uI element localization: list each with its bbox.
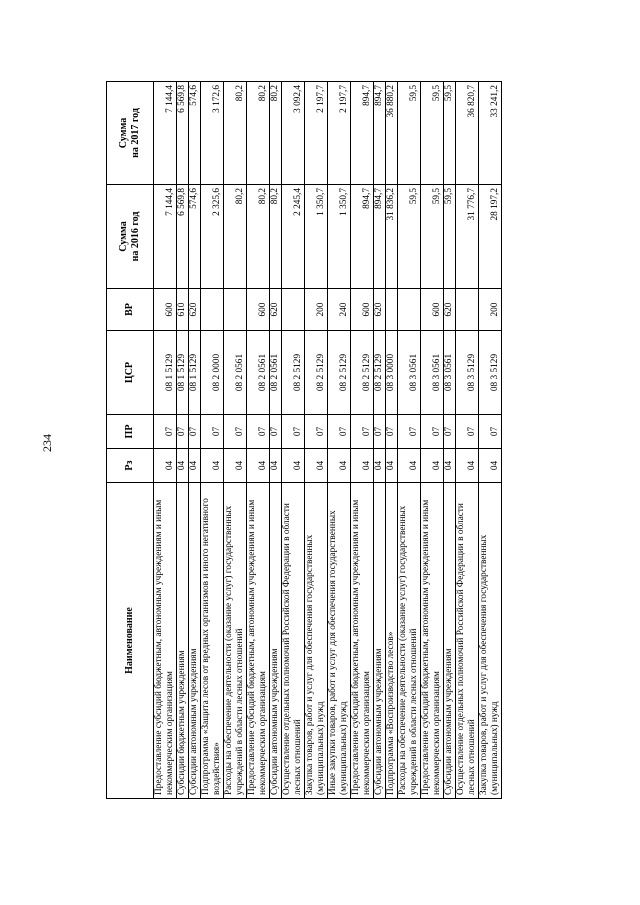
row-pr: 07: [201, 415, 224, 449]
row-name: Субсидии бюджетным учреждениям: [177, 483, 189, 799]
row-pr: 07: [305, 415, 328, 449]
row-rz: 04: [154, 449, 177, 483]
row-vr: 600: [247, 289, 270, 331]
row-vr: [224, 289, 247, 331]
row-pr: 07: [386, 415, 398, 449]
row-name: Предоставление субсидий бюджетным, автономным учреждениям и иным некоммерческим организациям: [421, 483, 444, 799]
row-sum-2016: 59,5: [421, 185, 444, 289]
row-rz: 04: [189, 449, 201, 483]
row-sum-2017: 59,5: [444, 82, 456, 185]
row-sum-2016: 59,5: [444, 185, 456, 289]
row-sum-2017: 3 172,6: [201, 82, 224, 185]
row-name: Расходы на обеспечение деятельности (оказание услуг) государственных учреждений в области лесных отношений: [398, 483, 421, 799]
row-sum-2016: 31 776,7: [456, 185, 479, 289]
row-pr: 07: [374, 415, 386, 449]
header-pr: ПР: [107, 415, 154, 449]
row-csr: 08 2 0561: [270, 331, 282, 415]
row-vr: [386, 289, 398, 331]
header-rz: Рз: [107, 449, 154, 483]
row-sum-2017: 574,6: [189, 82, 201, 185]
row-sum-2017: 2 197,7: [328, 82, 351, 185]
row-pr: 07: [154, 415, 177, 449]
row-csr: 08 3 0561: [444, 331, 456, 415]
header-sum-2017-line2: на 2017 год: [130, 108, 141, 158]
row-name: Осуществление отдельных полномочий Российской Федерации в области лесных отношений: [456, 483, 479, 799]
row-csr: 08 3 5129: [479, 331, 502, 415]
row-name: Предоставление субсидий бюджетным, автономным учреждениям и иным некоммерческим организациям: [154, 483, 177, 799]
row-vr: [398, 289, 421, 331]
row-rz: 04: [201, 449, 224, 483]
table-row: [201, 82, 224, 799]
row-name: Расходы на обеспечение деятельности (оказание услуг) государственных учреждений в области лесных отношений: [224, 483, 247, 799]
table-row: [247, 82, 270, 799]
row-rz: 04: [444, 449, 456, 483]
row-sum-2017: 80,2: [247, 82, 270, 185]
row-pr: 07: [177, 415, 189, 449]
row-vr: [201, 289, 224, 331]
row-vr: 600: [154, 289, 177, 331]
row-rz: 04: [351, 449, 374, 483]
row-pr: 07: [444, 415, 456, 449]
table-row: [189, 82, 201, 799]
row-csr: 08 1 5129: [154, 331, 177, 415]
row-vr: [282, 289, 305, 331]
table-row: [328, 82, 351, 799]
header-vr: ВР: [107, 289, 154, 331]
row-sum-2016: 28 197,2: [479, 185, 502, 289]
table-row: [282, 82, 305, 799]
row-sum-2017: 894,7: [351, 82, 374, 185]
row-csr: 08 3 0561: [398, 331, 421, 415]
row-name: Подпрограмма «Воспроизводство лесов»: [386, 483, 398, 799]
header-sum-2016: [107, 185, 154, 289]
row-sum-2016: 894,7: [374, 185, 386, 289]
row-sum-2017: 36 880,2: [386, 82, 398, 185]
row-name: Предоставление субсидий бюджетным, автономным учреждениям и иным некоммерческим организациям: [247, 483, 270, 799]
header-sum-2017: [107, 82, 154, 185]
row-sum-2016: 80,2: [247, 185, 270, 289]
row-csr: 08 2 5129: [305, 331, 328, 415]
row-pr: 07: [456, 415, 479, 449]
row-name: Закупка товаров, работ и услуг для обеспечения государственных (муниципальных) нужд: [305, 483, 328, 799]
table-row: [444, 82, 456, 799]
row-sum-2016: 894,7: [351, 185, 374, 289]
row-vr: 610: [177, 289, 189, 331]
row-pr: 07: [189, 415, 201, 449]
row-pr: 07: [328, 415, 351, 449]
row-sum-2016: 80,2: [270, 185, 282, 289]
row-csr: 08 2 0000: [201, 331, 224, 415]
table-row: [154, 82, 177, 799]
row-csr: 08 1 5129: [177, 331, 189, 415]
row-sum-2016: 80,2: [224, 185, 247, 289]
row-sum-2017: 7 144,4: [154, 82, 177, 185]
row-pr: 07: [421, 415, 444, 449]
page-number: 234: [40, 434, 54, 452]
row-sum-2016: 31 836,2: [386, 185, 398, 289]
row-name: Предоставление субсидий бюджетным, автономным учреждениям и иным некоммерческим организациям: [351, 483, 374, 799]
row-sum-2016: 6 569,8: [177, 185, 189, 289]
row-csr: 08 2 0561: [224, 331, 247, 415]
header-sum-2017-line1: Сумма: [118, 117, 129, 149]
row-vr: [456, 289, 479, 331]
row-sum-2017: 2 197,7: [305, 82, 328, 185]
row-rz: 04: [328, 449, 351, 483]
row-vr: 620: [444, 289, 456, 331]
row-csr: 08 3 0000: [386, 331, 398, 415]
row-name: Субсидии автономным учреждениям: [444, 483, 456, 799]
table-row: [270, 82, 282, 799]
row-vr: 240: [328, 289, 351, 331]
row-csr: 08 2 5129: [374, 331, 386, 415]
row-csr: 08 3 5129: [456, 331, 479, 415]
row-sum-2016: 2 245,4: [282, 185, 305, 289]
row-rz: 04: [224, 449, 247, 483]
budget-table-rotated: [106, 82, 558, 799]
row-pr: 07: [479, 415, 502, 449]
row-rz: 04: [305, 449, 328, 483]
table-row: [398, 82, 421, 799]
row-name: Иные закупки товаров, работ и услуг для обеспечения государственных (муниципальных) нужд: [328, 483, 351, 799]
row-sum-2016: 59,5: [398, 185, 421, 289]
row-csr: 08 2 5129: [328, 331, 351, 415]
row-sum-2016: 2 325,6: [201, 185, 224, 289]
table-header-row: [107, 82, 154, 799]
table-row: [177, 82, 189, 799]
row-sum-2017: 33 241,2: [479, 82, 502, 185]
table-row: [305, 82, 328, 799]
row-rz: 04: [270, 449, 282, 483]
header-csr: ЦСР: [107, 331, 154, 415]
row-rz: 04: [479, 449, 502, 483]
row-rz: 04: [386, 449, 398, 483]
row-sum-2017: 80,2: [224, 82, 247, 185]
table-row: [351, 82, 374, 799]
row-sum-2016: 1 350,7: [328, 185, 351, 289]
header-sum-2016-line1: Сумма: [118, 221, 129, 252]
row-vr: 200: [305, 289, 328, 331]
row-csr: 08 2 5129: [351, 331, 374, 415]
row-vr: 620: [270, 289, 282, 331]
row-rz: 04: [421, 449, 444, 483]
row-sum-2017: 80,2: [270, 82, 282, 185]
table-row: [224, 82, 247, 799]
row-sum-2017: 36 820,7: [456, 82, 479, 185]
row-sum-2017: 59,5: [421, 82, 444, 185]
row-rz: 04: [282, 449, 305, 483]
row-vr: 200: [479, 289, 502, 331]
table-row: [456, 82, 479, 799]
row-name: Подпрограмма «Защита лесов от вредных организмов и иного негативного воздействия»: [201, 483, 224, 799]
row-rz: 04: [456, 449, 479, 483]
row-sum-2016: 7 144,4: [154, 185, 177, 289]
row-name: Субсидии автономным учреждениям: [374, 483, 386, 799]
row-csr: 08 3 0561: [421, 331, 444, 415]
row-sum-2017: 894,7: [374, 82, 386, 185]
table-row: [421, 82, 444, 799]
table-row: [479, 82, 502, 799]
row-csr: 08 1 5129: [189, 331, 201, 415]
row-sum-2017: 59,5: [398, 82, 421, 185]
row-name: Закупка товаров, работ и услуг для обеспечения государственных (муниципальных) нужд: [479, 483, 502, 799]
row-pr: 07: [398, 415, 421, 449]
budget-table: [106, 81, 502, 799]
row-sum-2016: 1 350,7: [305, 185, 328, 289]
row-pr: 07: [247, 415, 270, 449]
row-vr: 600: [351, 289, 374, 331]
row-rz: 04: [177, 449, 189, 483]
row-pr: 07: [224, 415, 247, 449]
row-sum-2017: 3 092,4: [282, 82, 305, 185]
row-rz: 04: [247, 449, 270, 483]
row-csr: 08 2 0561: [247, 331, 270, 415]
row-rz: 04: [398, 449, 421, 483]
row-pr: 07: [351, 415, 374, 449]
row-rz: 04: [374, 449, 386, 483]
table-row: [374, 82, 386, 799]
row-vr: 600: [421, 289, 444, 331]
row-name: Субсидии автономным учреждениям: [189, 483, 201, 799]
row-name: Осуществление отдельных полномочий Российской Федерации в области лесных отношений: [282, 483, 305, 799]
header-sum-2016-line2: на 2016 год: [130, 211, 141, 262]
row-vr: 620: [189, 289, 201, 331]
row-vr: 620: [374, 289, 386, 331]
row-csr: 08 2 5129: [282, 331, 305, 415]
row-pr: 07: [282, 415, 305, 449]
row-pr: 07: [270, 415, 282, 449]
table-row: [386, 82, 398, 799]
header-name: Наименование: [107, 483, 154, 799]
row-sum-2016: 574,6: [189, 185, 201, 289]
row-sum-2017: 6 569,8: [177, 82, 189, 185]
row-name: Субсидии автономным учреждениям: [270, 483, 282, 799]
